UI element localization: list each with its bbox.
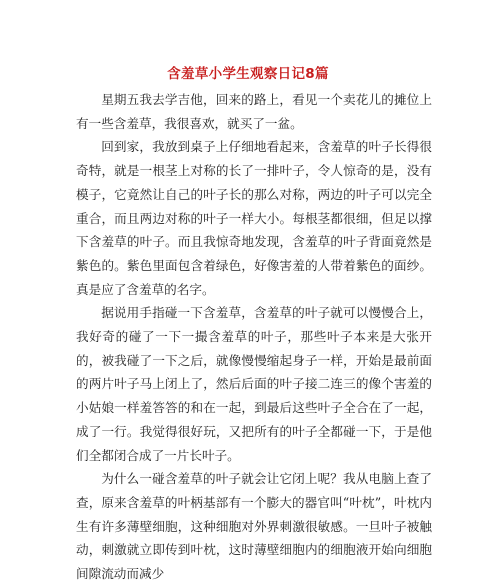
paragraph-2: 回到家，我放到桌子上仔细地看起来，含羞草的叶子长得很奇特，就是一根茎上对称的长了一排叶子，令人惊奇的是，没有模子，它竟然让自己的叶子长的那么对称，两边的叶子可以完全重合，而且两边对称的叶子一样大小。每根茎都很细，但足以撑下含羞草的叶子。而且我惊奇地发现，含羞草的叶子背面竟然是紫色的。紫色里面包含着绿色，好像害羞的人带着紫色的面纱。真是应了含羞草的名字。 (76, 139, 432, 297)
paragraph-3: 据说用手指碰一下含羞草，含羞草的叶子就可以慢慢合上，我好奇的碰了一下一撮含羞草的叶子，那些叶子本来是大张开的，被我碰了一下之后，就像慢慢缩起身子一样，开始是最前面的两片叶子马上闭上了，然后后面的叶子接二连三的像个害羞的小姑娘一样羞答答的和在一起，到最后这些叶子全合在了一起，成了一行。我觉得很好玩，又把所有的叶子全都碰一下，于是他们全都闭合成了一片长叶子。 (76, 305, 432, 463)
document-title: 含羞草小学生观察日记8篇 (167, 66, 329, 82)
document-body (76, 88, 432, 586)
paragraph-4: 为什么一碰含羞草的叶子就会让它闭上呢？我从电脑上查了查，原来含羞草的叶柄基部有一个膨大的器官叫“叶枕”，叶枕内生有许多薄壁细胞，这种细胞对外界刺激很敏感。一旦叶子被触动，刺激就立即传到叶枕，这时薄壁细胞内的细胞液开始向细胞间隙流动而减少 (76, 471, 432, 582)
paragraph-1: 星期五我去学吉他，回来的路上，看见一个卖花儿的摊位上有一些含羞草，我很喜欢，就买了一盆。 (76, 92, 432, 131)
